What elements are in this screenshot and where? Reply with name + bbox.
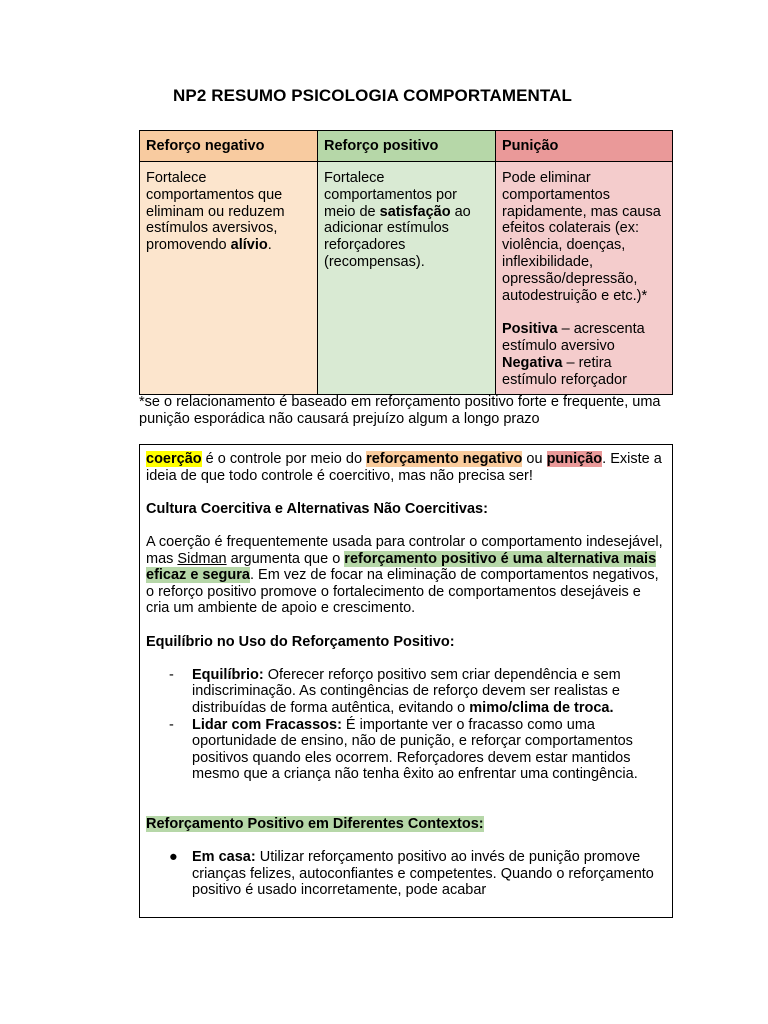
- text: ou: [522, 451, 547, 467]
- dash-marker: -: [169, 716, 174, 733]
- text: Utilizar reforçamento positivo ao invés de punição promove crianças felizes, autoconfiantes e competentes. Quando o reforçamento positivo é usado incorretamente, pode acabar: [192, 849, 654, 899]
- bold-term: mimo/clima de troca.: [469, 699, 614, 716]
- highlight-reforcamento-positivo: reforçamento positivo é uma alternativa mais eficaz e segura: [146, 550, 657, 584]
- bold-term: Lidar com Fracassos:: [192, 716, 342, 733]
- list-item: [146, 717, 666, 783]
- bold-term: satisfação: [379, 203, 451, 220]
- negativa-line: [502, 355, 666, 389]
- highlight-heading: Reforçamento Positivo em Diferentes Contextos:: [146, 816, 484, 833]
- footnote: *se o relacionamento é baseado em reforçamento positivo forte e frequente, uma punição esporádica não causará prejuízo algum a longo prazo: [139, 394, 661, 427]
- section-heading: [146, 816, 666, 833]
- bold-term: Equilíbrio:: [192, 666, 264, 683]
- paragraph-coercao: [146, 451, 666, 484]
- section-heading: Cultura Coercitiva e Alternativas Não Coercitivas:: [146, 500, 488, 517]
- text: . Existe a ideia de que todo controle é coercitivo, mas não precisa ser!: [146, 451, 662, 484]
- text: é o controle por meio do: [201, 451, 367, 467]
- bold-term: Positiva: [502, 321, 558, 338]
- cell-text: – retira estímulo reforçador: [502, 354, 627, 388]
- cell-text: Pode eliminar comportamentos rapidamente, mas causa efeitos colaterais (ex: violência, doenças, inflexibilidade, opressão/depressão, autodestruição e etc.)*: [502, 170, 661, 304]
- cell-text: .: [267, 237, 272, 254]
- list-item: [146, 667, 666, 717]
- bold-term: alívio: [230, 237, 268, 254]
- cell-reforco-negativo: [140, 162, 318, 395]
- positiva-line: [502, 321, 666, 355]
- cell-reforco-positivo: [318, 162, 496, 395]
- table-row: [140, 162, 673, 395]
- text: . Em vez de focar na eliminação de comportamentos negativos, o reforço positivo promove o fortalecimento de comportamentos desejáveis e cria um ambiente de apoio e crescimento.: [146, 567, 659, 617]
- highlight-coercao: coerção: [146, 451, 202, 467]
- underlined-sidman: Sidman: [177, 550, 227, 567]
- cell-text: – acrescenta estímulo aversivo: [502, 321, 645, 354]
- cell-text: Fortalece comportamentos por meio de: [324, 170, 457, 220]
- cell-punicao: [496, 162, 673, 395]
- cell-text: ao adicionar estímulos reforçadores (recompensas).: [324, 203, 471, 270]
- text: A coerção é frequentemente usada para controlar o comportamento indesejável, mas: [146, 533, 663, 567]
- bold-term: Negativa: [502, 354, 563, 371]
- table-header-row: [140, 131, 673, 162]
- text: É importante ver o fracasso como uma oportunidade de ensino, não de punição, e reforçar comportamentos positivos quando eles ocorrem. Reforçadores devem estar mantidos mesmo que a criança não tenha êxito ao enfrentar uma contingência.: [192, 716, 638, 783]
- text: Oferecer reforço positivo sem criar dependência e sem indiscriminação. As contingências de reforço devem ser realistas e distribuídas de forma autêntica, evitando o: [192, 666, 621, 716]
- highlight-reforcamento-negativo: reforçamento negativo: [366, 451, 523, 467]
- bold-term: Em casa:: [192, 849, 256, 866]
- header-reforco-positivo: Reforço positivo: [318, 131, 496, 162]
- dash-marker: -: [169, 666, 174, 683]
- paragraph-sidman: [146, 534, 666, 617]
- header-reforco-negativo: Reforço negativo: [140, 131, 318, 162]
- cell-text: Fortalece comportamentos que eliminam ou reduzem estímulos aversivos, promovendo: [146, 170, 285, 254]
- summary-box: [139, 444, 673, 918]
- list-item: [146, 849, 666, 899]
- comparison-table: [139, 130, 673, 395]
- bullet-list: [146, 849, 666, 899]
- header-punicao: Punição: [496, 131, 673, 162]
- highlight-punicao: punição: [546, 451, 603, 467]
- bullet-marker: ●: [169, 849, 178, 866]
- section-heading: Equilíbrio no Uso do Reforçamento Positivo:: [146, 633, 455, 650]
- page-title: NP2 RESUMO PSICOLOGIA COMPORTAMENTAL: [173, 86, 573, 105]
- text: argumenta que o: [226, 550, 345, 567]
- dash-list: [146, 667, 666, 783]
